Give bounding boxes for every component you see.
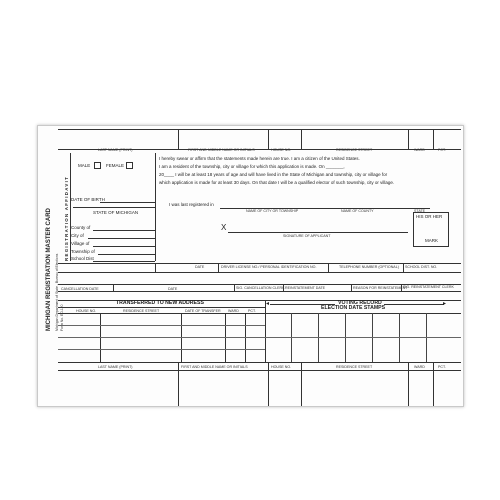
bottom-col-divider xyxy=(433,362,434,406)
voting-arrow-right-icon: ▸ xyxy=(443,301,447,307)
oath-line-1: I hereby swear or affirm that the statements made herein are true. I am a citizen of the United States. xyxy=(159,156,360,161)
mark-label: MARK xyxy=(425,238,439,243)
village-line[interactable] xyxy=(93,246,155,247)
bottom-section-rule xyxy=(58,362,461,363)
male-label: MALE xyxy=(78,163,91,168)
bottom-house-no-header: HOUSE NO. xyxy=(271,365,292,369)
county-label: County of xyxy=(71,225,91,230)
transfer-date-header: DATE OF TRANSFER xyxy=(185,309,221,313)
row2-reason-label: REASON FOR REINSTATEMENT xyxy=(353,286,408,290)
left-panel-divider xyxy=(155,153,156,261)
transfer-pct-header: PCT. xyxy=(248,309,256,313)
top-house-no-header: HOUSE NO. xyxy=(271,148,292,152)
his-or-her-label: HIS OR HER xyxy=(416,214,443,219)
date-of-birth-underline xyxy=(73,207,155,208)
township-label: Township of xyxy=(71,249,95,254)
row2-clerk-label: SIG. CANCELLATION CLERK xyxy=(236,286,285,290)
bottom-first-name-header: FIRST AND MIDDLE NAME OR INITIALS xyxy=(181,365,248,369)
city-label: City of xyxy=(71,233,84,238)
transfer-ward-header: WARD xyxy=(228,309,239,313)
bottom-pct-header: PCT. xyxy=(438,365,446,369)
top-col-divider xyxy=(301,129,302,149)
card-side-subtitle: Michigan Department of State - Bureau of Elections xyxy=(55,253,59,331)
top-ward-header: WARD xyxy=(414,148,425,152)
transfer-row-rule xyxy=(58,325,265,326)
female-label: FEMALE xyxy=(106,163,125,168)
city-township-sublabel: NAME OF CITY OR TOWNSHIP xyxy=(246,209,299,213)
card-affidavit-label: REGISTRATION AFFIDAVIT xyxy=(64,175,69,261)
bottom-col-divider xyxy=(408,362,409,406)
row2-date-label: DATE xyxy=(168,287,178,291)
state-label: STATE OF MICHIGAN xyxy=(93,210,139,215)
school-dist-label: School Dist xyxy=(71,256,94,261)
transfer-col-header-rule xyxy=(58,313,461,314)
row1-license-label: DRIVER LICENSE NO./ PERSONAL IDENTIFICATION NO. xyxy=(221,265,317,269)
voting-arrow-left-icon: ◂ xyxy=(266,301,270,307)
voting-stamp-row-rule xyxy=(265,337,461,338)
transferred-title: TRANSFERRED TO NEW ADDRESS xyxy=(116,300,204,306)
row1-date-label: DATE xyxy=(195,265,205,269)
row2-reinstate-clerk-label: SIG. REINSTATEMENT CLERK xyxy=(403,285,454,289)
row2-divider xyxy=(113,284,114,291)
row1-divider xyxy=(155,263,156,272)
last-registered-label: I was last registered in xyxy=(169,202,214,207)
top-pct-header: PCT. xyxy=(438,148,446,152)
row1-divider xyxy=(403,263,404,272)
row1-top-rule xyxy=(58,263,461,264)
village-label: Village of xyxy=(71,241,90,246)
bottom-header-rule xyxy=(58,370,461,371)
township-line[interactable] xyxy=(98,254,155,255)
row2-divider xyxy=(234,284,235,291)
bottom-ward-header: WARD xyxy=(414,365,425,369)
city-line[interactable] xyxy=(88,238,155,239)
county-line[interactable] xyxy=(93,230,155,231)
voting-arrow-right-shaft xyxy=(384,304,444,305)
row1-phone-label: TELEPHONE NUMBER (OPTIONAL) xyxy=(339,265,399,269)
election-stamps-label: ELECTION DATE STAMPS xyxy=(321,305,386,311)
school-dist-line[interactable] xyxy=(93,261,155,262)
signature-label: SIGNATURE OF APPLICANT xyxy=(283,234,331,238)
top-header-rule xyxy=(58,129,461,130)
oath-line-4: which application is made for at least 30 days. On that date I will be a qualified elector of such township, city or village. xyxy=(159,180,395,185)
transfer-street-header: RESIDENCE STREET xyxy=(123,309,160,313)
top-residence-street-header: RESIDENCE STREET xyxy=(336,148,373,152)
registration-card xyxy=(37,125,464,407)
date-of-birth-line[interactable] xyxy=(100,202,155,203)
voting-record-label: VOTING RECORD xyxy=(338,300,382,306)
top-first-name-header: FIRST AND MIDDLE NAME OR INITIALS xyxy=(188,148,255,152)
bottom-last-name-header: LAST NAME (PRINT) xyxy=(98,365,133,369)
top-last-name-header: LAST NAME (PRINT) xyxy=(98,148,133,152)
row2-cancel-date-label: CANCELLATION DATE xyxy=(61,287,99,291)
male-checkbox[interactable] xyxy=(94,162,101,169)
row1-divider xyxy=(328,263,329,272)
transfer-row-rule xyxy=(58,349,265,350)
row1-divider xyxy=(218,263,219,272)
transfer-right-divider xyxy=(265,300,266,362)
county-sublabel: NAME OF COUNTY xyxy=(341,209,374,213)
row2-reinstated-label: REINSTATEMENT DATE xyxy=(285,286,326,290)
bottom-col-divider xyxy=(301,362,302,406)
oath-line-3: 20____ I will be at least 18 years of age and will have lived in the State of Michigan and township, city or village for xyxy=(159,172,388,177)
oath-line-2: I am a resident of the township, city or village for which this application is made. On _______, xyxy=(159,164,345,169)
row2-divider xyxy=(351,284,352,291)
state-sublabel: STATE xyxy=(414,209,426,213)
top-col-divider xyxy=(433,129,434,149)
signature-line[interactable] xyxy=(228,232,408,233)
row1-school-label: SCHOOL DIST. NO. xyxy=(405,265,438,269)
bottom-residence-street-header: RESIDENCE STREET xyxy=(336,365,373,369)
date-of-birth-label: DATE OF BIRTH xyxy=(71,197,105,202)
signature-x-mark: X xyxy=(221,223,227,232)
row1-bottom-rule xyxy=(58,272,461,273)
transfer-house-no-header: HOUSE NO. xyxy=(76,309,97,313)
top-col-divider xyxy=(268,129,269,149)
transfer-header-rule xyxy=(58,307,265,308)
card-form-number: Form No. ED-120 xyxy=(60,304,64,331)
row2-bottom-rule xyxy=(58,291,461,292)
top-col-divider xyxy=(408,129,409,149)
transfer-row-rule xyxy=(58,337,265,338)
female-checkbox[interactable] xyxy=(126,162,133,169)
bottom-col-divider xyxy=(178,362,179,406)
card-side-title: MICHIGAN REGISTRATION MASTER CARD xyxy=(46,208,52,331)
top-col-divider xyxy=(178,129,179,149)
bottom-col-divider xyxy=(268,362,269,406)
